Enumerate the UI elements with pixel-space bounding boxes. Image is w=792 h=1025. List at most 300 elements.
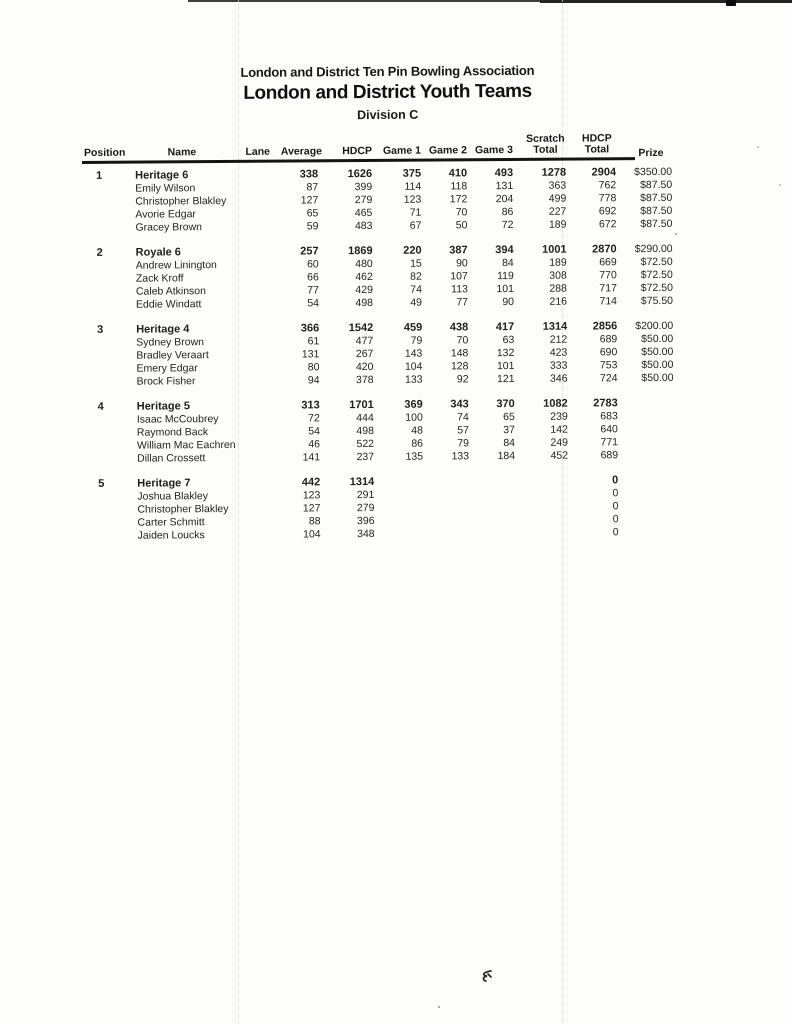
cell-game3: 84: [502, 256, 514, 270]
cell-position: 5: [98, 477, 105, 490]
cell-game2: 387: [449, 244, 468, 257]
cell-scratch-total: [517, 514, 570, 527]
association-title: London and District Ten Pin Bowling Association: [240, 62, 535, 80]
cell-hdcp-total: 0: [612, 526, 619, 539]
cell-scratch-total: 1082: [543, 397, 568, 410]
cell-game1: 143: [404, 347, 423, 360]
column-header-scratch-total: [515, 134, 568, 157]
cell-hdcp: 1314: [349, 475, 375, 489]
cell-average: 257: [300, 245, 319, 258]
cell-game3: 417: [495, 320, 515, 334]
cell-average: 127: [300, 194, 319, 207]
cell-scratch-total: 189: [548, 218, 567, 231]
cell-scratch-total: 1001: [542, 243, 567, 256]
cell-lane: [243, 259, 279, 272]
cell-prize: $72.50: [640, 268, 673, 282]
cell-game3: 63: [502, 333, 515, 347]
cell-game3: 121: [496, 372, 515, 386]
cell-position: [84, 504, 124, 517]
cell-game2: 148: [450, 347, 469, 360]
cell-hdcp-total: 640: [600, 423, 618, 436]
cell-name: Gracey Brown: [135, 221, 203, 234]
hdcp-total-line1: HDCP: [581, 132, 612, 145]
cell-hdcp: 348: [357, 527, 375, 541]
cell-hdcp-total: 0: [612, 474, 619, 487]
cell-game1: 459: [403, 321, 423, 334]
cell-average: 54: [308, 425, 320, 438]
cell-lane: [242, 195, 278, 208]
cell-average: 61: [307, 335, 320, 348]
cell-lane: [243, 336, 279, 349]
cell-prize: $72.50: [640, 255, 673, 269]
cell-lane: [243, 285, 279, 298]
cell-hdcp-total: 714: [599, 295, 618, 308]
cell-average: 338: [299, 168, 319, 181]
team-block: [83, 243, 677, 312]
column-header-game1: Game 1: [382, 144, 421, 157]
player-row: [85, 526, 679, 543]
cell-game1: 48: [411, 424, 423, 437]
cell-lane: [242, 208, 278, 221]
cell-average: 141: [302, 451, 321, 464]
cell-name: Heritage 7: [137, 477, 191, 490]
cell-scratch-total: 363: [548, 179, 567, 192]
cell-game3: 131: [495, 179, 514, 193]
cell-prize: $87.50: [640, 217, 673, 231]
cell-game3: 204: [495, 192, 514, 206]
cell-hdcp-total: 0: [612, 487, 619, 500]
cell-game2: 57: [457, 424, 469, 437]
cell-prize: [620, 436, 678, 449]
cell-position: [83, 337, 123, 350]
cell-position: 2: [96, 246, 103, 259]
cell-name: Andrew Linington: [135, 259, 217, 272]
cell-name: Christopher Blakley: [135, 194, 227, 208]
cell-prize: [620, 500, 678, 513]
cell-hdcp: 378: [355, 373, 374, 387]
cell-scratch-total: [518, 527, 571, 540]
cell-lane: [242, 182, 278, 195]
cell-hdcp-total: 753: [599, 359, 618, 372]
cell-game3: 90: [502, 295, 515, 309]
cell-game2: 113: [451, 283, 468, 296]
cell-name: Joshua Blakley: [137, 490, 209, 503]
cell-position: [83, 273, 123, 286]
column-header-hdcp-total: [568, 133, 618, 156]
cell-position: [82, 222, 122, 235]
cell-scratch-total: [517, 475, 570, 488]
cell-prize: $200.00: [635, 319, 674, 333]
column-header-prize: Prize: [638, 146, 664, 160]
cell-game1: 67: [409, 219, 422, 232]
cell-scratch-total: 1278: [541, 166, 567, 179]
cell-name: Zack Kroff: [135, 272, 184, 285]
cell-position: [83, 363, 123, 376]
cell-lane: [243, 362, 279, 375]
cell-game3: 493: [494, 166, 514, 180]
cell-prize: [620, 449, 678, 462]
team-block: [83, 320, 677, 389]
cell-position: 4: [97, 400, 104, 413]
cell-name: William Mac Eachren: [136, 438, 236, 452]
column-header-name: Name: [167, 146, 197, 159]
cell-game3: [471, 488, 517, 501]
cell-game2: 343: [450, 398, 469, 411]
cell-game1: 123: [403, 193, 422, 206]
cell-scratch-total: 423: [549, 346, 568, 359]
cell-name: Heritage 6: [135, 169, 189, 182]
cell-lane: [243, 246, 279, 259]
cell-name: Dillan Crossett: [137, 452, 206, 465]
cell-prize: [620, 410, 678, 423]
cell-hdcp-total: 771: [600, 436, 619, 449]
cell-hdcp: 291: [356, 488, 375, 502]
cell-position: [82, 183, 122, 196]
cell-name: Avorie Edgar: [135, 208, 196, 221]
cell-hdcp: 498: [355, 296, 374, 310]
cell-prize: $50.00: [641, 371, 674, 385]
cell-scratch-total: 212: [549, 333, 568, 346]
cell-hdcp-total: 770: [599, 269, 617, 282]
cell-game1: 114: [404, 180, 422, 193]
cell-name: Isaac McCoubrey: [136, 413, 219, 426]
cell-hdcp: 498: [356, 424, 374, 438]
cell-lane: [242, 169, 278, 182]
cell-lane: [244, 375, 280, 388]
cell-game2: [425, 501, 471, 514]
page-title: London and District Youth Teams: [243, 80, 532, 104]
cell-game2: 92: [456, 373, 469, 386]
cell-hdcp-total: 0: [612, 513, 619, 526]
cell-hdcp-total: 778: [598, 192, 617, 205]
cell-average: 313: [301, 399, 320, 412]
cell-hdcp: 429: [355, 283, 373, 297]
cell-name: Emery Edgar: [136, 362, 198, 375]
cell-game2: 50: [455, 219, 468, 232]
cell-name: Christopher Blakley: [137, 502, 229, 516]
hdcp-total-line2: Total: [584, 143, 610, 156]
player-row: [82, 218, 676, 235]
cell-hdcp-total: 2870: [592, 243, 617, 256]
cell-lane: [244, 503, 280, 516]
cell-hdcp-total: 689: [599, 333, 618, 346]
cell-game1: 71: [409, 206, 422, 219]
cell-lane: [243, 298, 279, 311]
cell-lane: [243, 323, 279, 336]
team-block: [84, 397, 678, 466]
cell-hdcp: 237: [356, 450, 375, 464]
cell-name: Heritage 5: [136, 400, 190, 413]
cell-hdcp: 477: [355, 334, 374, 348]
cell-hdcp: 279: [356, 501, 375, 515]
cell-scratch-total: 346: [549, 372, 568, 385]
cell-game3: 101: [496, 359, 515, 373]
cell-game3: 394: [495, 243, 514, 257]
cell-position: [84, 491, 124, 504]
cell-prize: $87.50: [640, 191, 673, 205]
cell-prize: $87.50: [640, 178, 673, 192]
player-row: [84, 449, 678, 466]
cell-game1: [376, 515, 425, 528]
cell-hdcp-total: 717: [599, 282, 617, 295]
cell-game1: 74: [410, 283, 422, 296]
team-block: [84, 474, 678, 543]
cell-game2: 133: [451, 450, 470, 463]
cell-name: Sydney Brown: [136, 336, 205, 349]
cell-game3: 84: [503, 436, 516, 450]
cell-position: [83, 350, 123, 363]
cell-game1: 220: [403, 244, 422, 257]
cell-scratch-total: 452: [550, 449, 569, 462]
cell-scratch-total: 333: [549, 359, 568, 372]
cell-game2: 438: [449, 321, 469, 334]
cell-hdcp-total: 0: [612, 500, 619, 513]
table-body: [82, 166, 679, 543]
cell-game2: 107: [450, 270, 468, 283]
cell-position: [84, 376, 124, 389]
cell-scratch-total: [517, 501, 570, 514]
cell-game1: 86: [411, 437, 424, 450]
cell-hdcp: 1701: [349, 398, 374, 412]
cell-hdcp-total: 683: [600, 410, 618, 423]
cell-position: [84, 440, 124, 453]
cell-hdcp: 279: [354, 193, 373, 207]
cell-game2: 128: [450, 360, 469, 373]
cell-game2: [426, 527, 472, 540]
cell-name: Caleb Atkinson: [135, 285, 207, 298]
cell-prize: [620, 513, 678, 526]
cell-scratch-total: 227: [548, 205, 567, 218]
cell-game3: 132: [496, 346, 515, 360]
scratch-total-line2: Total: [533, 143, 558, 156]
cell-game1: 133: [404, 373, 423, 386]
cell-position: [84, 453, 124, 466]
cell-game2: [425, 514, 471, 527]
player-row: [84, 372, 678, 389]
column-header-position: Position: [83, 146, 126, 159]
cell-game2: 77: [456, 296, 469, 309]
cell-name: Raymond Back: [136, 426, 209, 439]
cell-game3: 184: [497, 449, 516, 463]
cell-game3: 101: [496, 282, 514, 296]
cell-hdcp: 444: [356, 411, 374, 425]
division-subtitle: Division C: [357, 107, 419, 123]
cell-game1: 369: [404, 398, 423, 411]
scratch-total-line1: Scratch: [526, 132, 565, 145]
cell-lane: [244, 439, 280, 452]
cell-prize: $290.00: [634, 242, 673, 256]
cell-scratch-total: 499: [548, 192, 567, 205]
cell-game3: [471, 501, 517, 514]
cell-game2: 410: [448, 167, 468, 180]
cell-game1: 82: [410, 270, 422, 283]
cell-lane: [244, 516, 280, 529]
cell-hdcp: 1626: [347, 167, 373, 181]
cell-average: 77: [307, 284, 319, 297]
cell-game1: [376, 489, 425, 502]
cell-game2: 90: [456, 257, 468, 270]
cell-average: 54: [307, 297, 320, 310]
cell-hdcp: 462: [355, 270, 373, 284]
cell-lane: [245, 529, 281, 542]
cell-prize: [620, 423, 678, 436]
cell-game3: [471, 475, 517, 488]
cell-lane: [244, 426, 280, 439]
report-header: [0, 61, 776, 124]
cell-position: [84, 414, 124, 427]
cell-game1: 135: [405, 450, 424, 463]
cell-game3: 119: [497, 269, 514, 283]
cell-game3: 37: [503, 423, 515, 437]
cell-hdcp-total: 669: [599, 256, 617, 269]
cell-game2: [425, 475, 471, 488]
cell-game2: 172: [449, 193, 468, 206]
cell-hdcp-total: 762: [598, 179, 617, 192]
cell-prize: $75.50: [640, 294, 674, 308]
cell-name: Brock Fisher: [136, 375, 196, 388]
cell-average: 131: [301, 348, 320, 361]
cell-position: [83, 299, 123, 312]
cell-position: [85, 530, 125, 543]
cell-average: 88: [308, 515, 321, 528]
cell-hdcp-total: 692: [598, 205, 617, 218]
cell-lane: [243, 349, 279, 362]
cell-average: 127: [302, 502, 321, 515]
cell-hdcp: 396: [356, 514, 375, 528]
cell-hdcp-total: 724: [599, 372, 618, 385]
cell-average: 59: [306, 220, 319, 233]
cell-prize: [621, 526, 679, 539]
cell-average: 94: [307, 374, 320, 387]
cell-average: 442: [301, 476, 321, 489]
cell-position: [84, 517, 124, 530]
cell-average: 72: [308, 412, 320, 425]
cell-scratch-total: 308: [549, 269, 567, 282]
cell-prize: $72.50: [640, 281, 673, 295]
cell-scratch-total: 1314: [542, 320, 568, 333]
cell-position: [82, 196, 122, 209]
cell-game3: [472, 527, 518, 540]
table-header-row: [82, 122, 676, 160]
cell-name: Eddie Windatt: [135, 298, 202, 311]
cell-game1: 100: [405, 411, 423, 424]
column-header-game3: Game 3: [474, 143, 513, 157]
cell-name: Emily Wilson: [135, 182, 196, 195]
cell-scratch-total: 216: [549, 295, 568, 308]
cell-prize: $87.50: [640, 204, 673, 218]
cell-average: 87: [306, 181, 319, 194]
cell-lane: [244, 400, 280, 413]
cell-hdcp-total: 672: [598, 218, 617, 231]
cell-average: 65: [306, 207, 319, 220]
cell-game2: 118: [450, 180, 468, 193]
cell-game1: 49: [410, 296, 423, 309]
cell-game3: 86: [501, 205, 514, 219]
cell-lane: [244, 477, 280, 490]
player-row: [83, 295, 677, 312]
cell-name: Heritage 4: [136, 323, 190, 336]
cell-position: [84, 427, 124, 440]
cell-average: 66: [307, 271, 319, 284]
cell-game1: [377, 528, 426, 541]
cell-scratch-total: 249: [550, 436, 569, 449]
cell-average: 104: [303, 528, 321, 541]
cell-scratch-total: 288: [549, 282, 567, 295]
cell-name: Bradley Veraart: [136, 349, 209, 362]
cell-scratch-total: 239: [550, 410, 568, 423]
cell-average: 46: [308, 438, 321, 451]
cell-name: Royale 6: [135, 246, 181, 259]
cell-game3: 65: [503, 410, 515, 424]
cell-hdcp: 480: [355, 257, 373, 271]
cell-hdcp-total: 690: [599, 346, 618, 359]
cell-game1: [376, 476, 425, 489]
cell-hdcp-total: 689: [600, 449, 619, 462]
cell-prize: $50.00: [641, 345, 674, 359]
results-table: [82, 122, 679, 555]
cell-lane: [244, 452, 280, 465]
cell-position: [83, 260, 123, 273]
cell-hdcp-total: 2904: [591, 166, 617, 179]
cell-hdcp: 399: [354, 180, 373, 194]
cell-game3: [471, 514, 517, 527]
cell-hdcp: 522: [356, 437, 375, 451]
cell-hdcp-total: 2783: [593, 397, 618, 410]
cell-game2: 70: [455, 206, 468, 219]
cell-game1: 104: [404, 360, 423, 373]
cell-game1: [376, 502, 425, 515]
cell-lane: [244, 490, 280, 503]
cell-scratch-total: 142: [550, 423, 568, 436]
cell-average: 80: [307, 361, 320, 374]
cell-hdcp-total: 2856: [592, 320, 618, 333]
column-header-game2: Game 2: [428, 144, 467, 157]
cell-position: 1: [96, 169, 103, 182]
cell-hdcp: 267: [355, 347, 374, 361]
cell-prize: $50.00: [641, 358, 674, 372]
cell-prize: $50.00: [641, 332, 674, 346]
cell-lane: [243, 272, 279, 285]
cell-average: 123: [302, 489, 321, 502]
cell-scratch-total: [517, 488, 570, 501]
cell-game1: 375: [402, 167, 422, 180]
cell-position: 3: [97, 323, 104, 336]
cell-average: 60: [307, 258, 319, 271]
team-block: [82, 166, 676, 235]
cell-average: 366: [300, 322, 320, 335]
cell-game1: 79: [410, 334, 423, 347]
cell-game3: 370: [496, 397, 515, 411]
cell-game3: 72: [501, 218, 514, 232]
cell-prize: [620, 474, 678, 487]
cell-hdcp: 1542: [348, 321, 374, 335]
cell-prize: $350.00: [634, 165, 673, 179]
column-header-lane: Lane: [245, 145, 270, 158]
cell-game2: 79: [457, 437, 470, 450]
cell-name: Jaiden Loucks: [137, 529, 205, 542]
cell-game2: [425, 488, 471, 501]
cell-game2: 74: [457, 411, 469, 424]
cell-hdcp: 1869: [348, 244, 373, 258]
cell-hdcp: 483: [354, 219, 373, 233]
cell-position: [82, 209, 122, 222]
cell-prize: [620, 487, 678, 500]
cell-lane: [244, 413, 280, 426]
cell-lane: [242, 221, 278, 234]
cell-hdcp: 465: [354, 206, 373, 220]
cell-name: Carter Schmitt: [137, 516, 205, 529]
column-header-hdcp: HDCP: [342, 144, 372, 158]
